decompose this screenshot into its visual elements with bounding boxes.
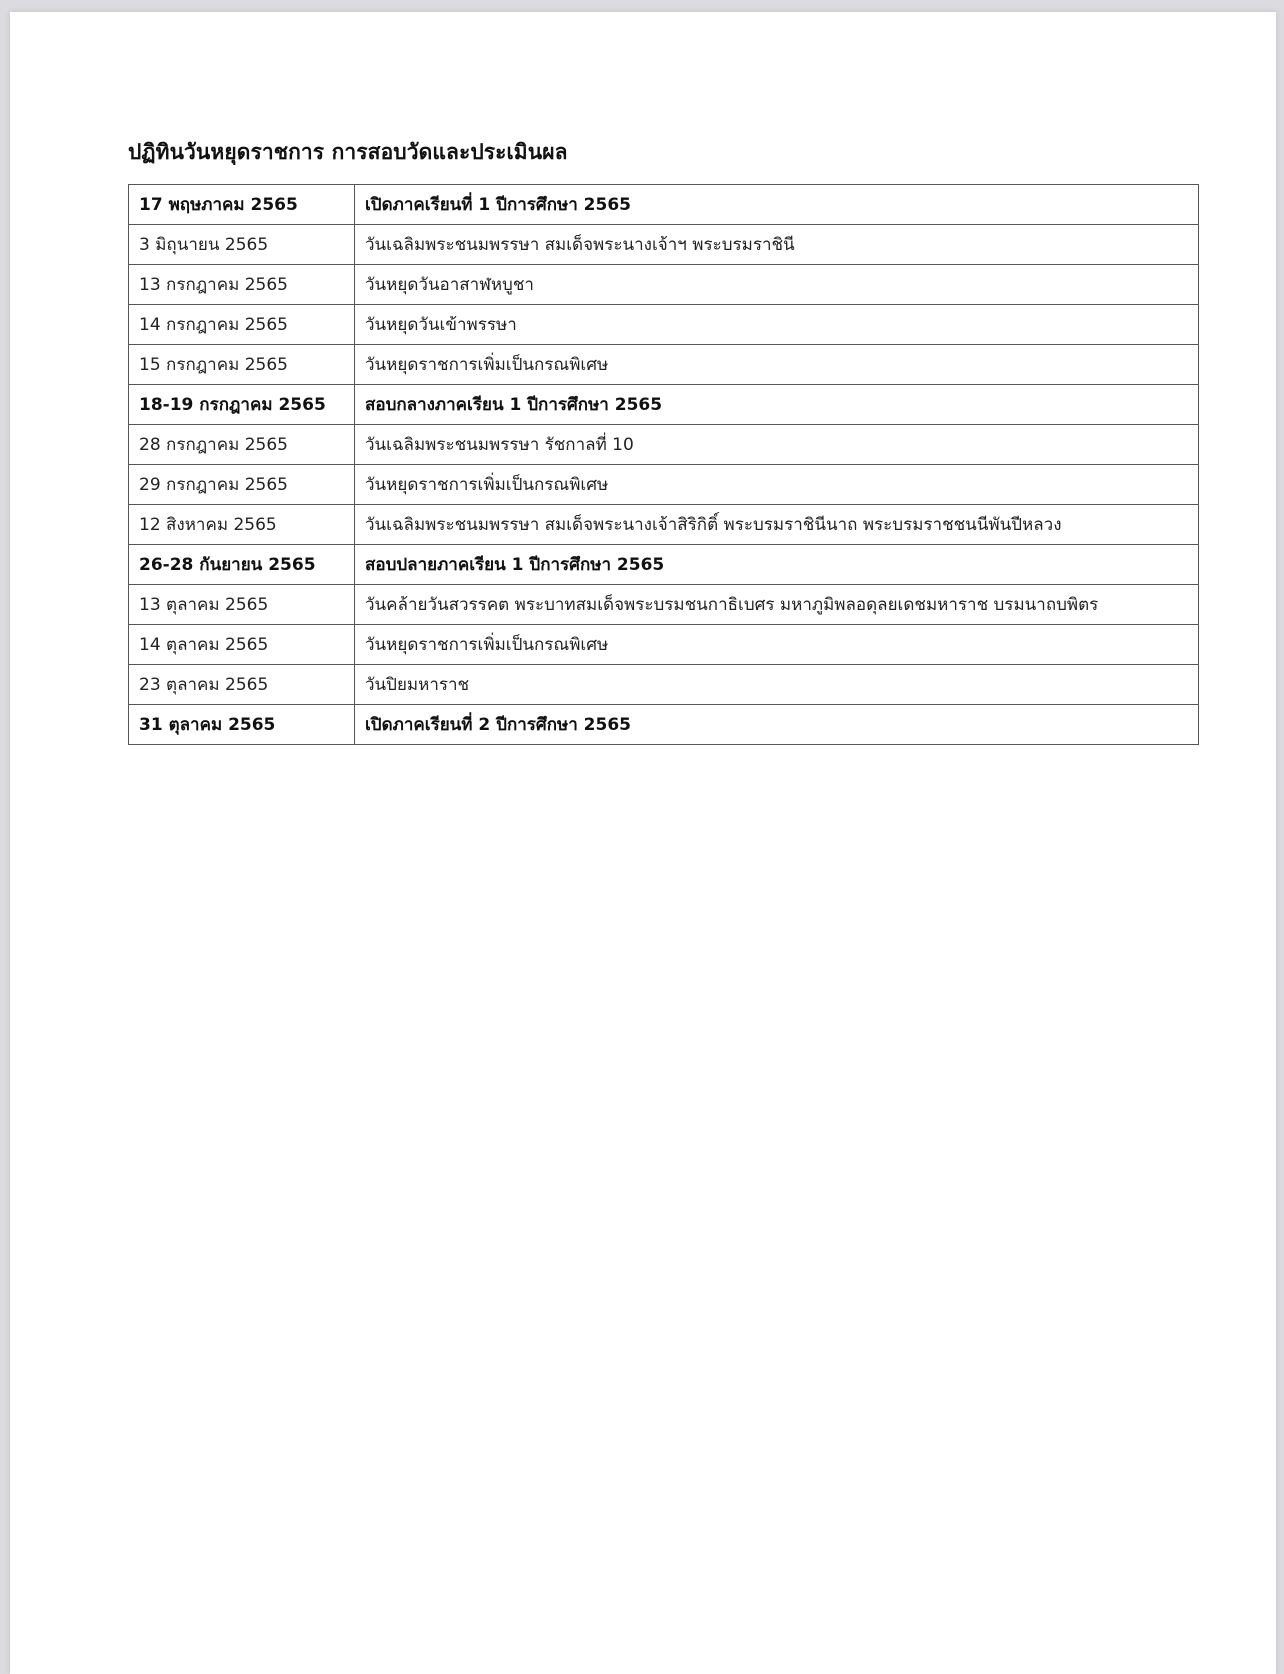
table-row <box>129 705 1199 745</box>
row-event: สอบกลางภาคเรียน 1 ปีการศึกษา 2565 <box>355 385 1199 425</box>
table-row <box>129 305 1199 345</box>
row-date: 17 พฤษภาคม 2565 <box>129 185 355 225</box>
row-date: 3 มิถุนายน 2565 <box>129 225 355 265</box>
table-row <box>129 545 1199 585</box>
table-row <box>129 425 1199 465</box>
row-date: 12 สิงหาคม 2565 <box>129 505 355 545</box>
row-date: 14 กรกฎาคม 2565 <box>129 305 355 345</box>
row-event: วันหยุดราชการเพิ่มเป็นกรณพิเศษ <box>355 465 1199 505</box>
table-row <box>129 345 1199 385</box>
row-date: 15 กรกฎาคม 2565 <box>129 345 355 385</box>
row-date: 28 กรกฎาคม 2565 <box>129 425 355 465</box>
row-date: 26-28 กันยายน 2565 <box>129 545 355 585</box>
table-row <box>129 625 1199 665</box>
row-event: วันเฉลิมพระชนมพรรษา รัชกาลที่ 10 <box>355 425 1199 465</box>
row-event: วันหยุดราชการเพิ่มเป็นกรณพิเศษ <box>355 345 1199 385</box>
table-row <box>129 585 1199 625</box>
table-row <box>129 505 1199 545</box>
table-row <box>129 185 1199 225</box>
row-event: วันปิยมหาราช <box>355 665 1199 705</box>
table-row <box>129 225 1199 265</box>
row-date: 29 กรกฎาคม 2565 <box>129 465 355 505</box>
table-row <box>129 465 1199 505</box>
table-row <box>129 665 1199 705</box>
row-event: วันหยุดราชการเพิ่มเป็นกรณพิเศษ <box>355 625 1199 665</box>
document-title: ปฏิทินวันหยุดราชการ การสอบวัดและประเมินผล <box>128 140 568 164</box>
row-event: วันหยุดวันอาสาฬหบูชา <box>355 265 1199 305</box>
row-date: 13 ตุลาคม 2565 <box>129 585 355 625</box>
row-event: วันเฉลิมพระชนมพรรษา สมเด็จพระนางเจ้าสิริกิติ์ พระบรมราชินีนาถ พระบรมราชชนนีพันปีหลวง <box>355 505 1199 545</box>
table-row <box>129 265 1199 305</box>
row-date: 31 ตุลาคม 2565 <box>129 705 355 745</box>
document-page <box>10 12 1276 1674</box>
row-event: วันเฉลิมพระชนมพรรษา สมเด็จพระนางเจ้าฯ พระบรมราชินี <box>355 225 1199 265</box>
row-event: วันคล้ายวันสวรรคต พระบาทสมเด็จพระบรมชนกาธิเบศร มหาภูมิพลอดุลยเดชมหาราช บรมนาถบพิตร <box>355 585 1199 625</box>
row-date: 13 กรกฎาคม 2565 <box>129 265 355 305</box>
row-date: 18-19 กรกฎาคม 2565 <box>129 385 355 425</box>
row-event: วันหยุดวันเข้าพรรษา <box>355 305 1199 345</box>
row-event: เปิดภาคเรียนที่ 2 ปีการศึกษา 2565 <box>355 705 1199 745</box>
row-date: 14 ตุลาคม 2565 <box>129 625 355 665</box>
holiday-schedule-table <box>128 184 1199 745</box>
schedule-body <box>129 185 1199 745</box>
table-row <box>129 385 1199 425</box>
row-event: เปิดภาคเรียนที่ 1 ปีการศึกษา 2565 <box>355 185 1199 225</box>
row-event: สอบปลายภาคเรียน 1 ปีการศึกษา 2565 <box>355 545 1199 585</box>
row-date: 23 ตุลาคม 2565 <box>129 665 355 705</box>
